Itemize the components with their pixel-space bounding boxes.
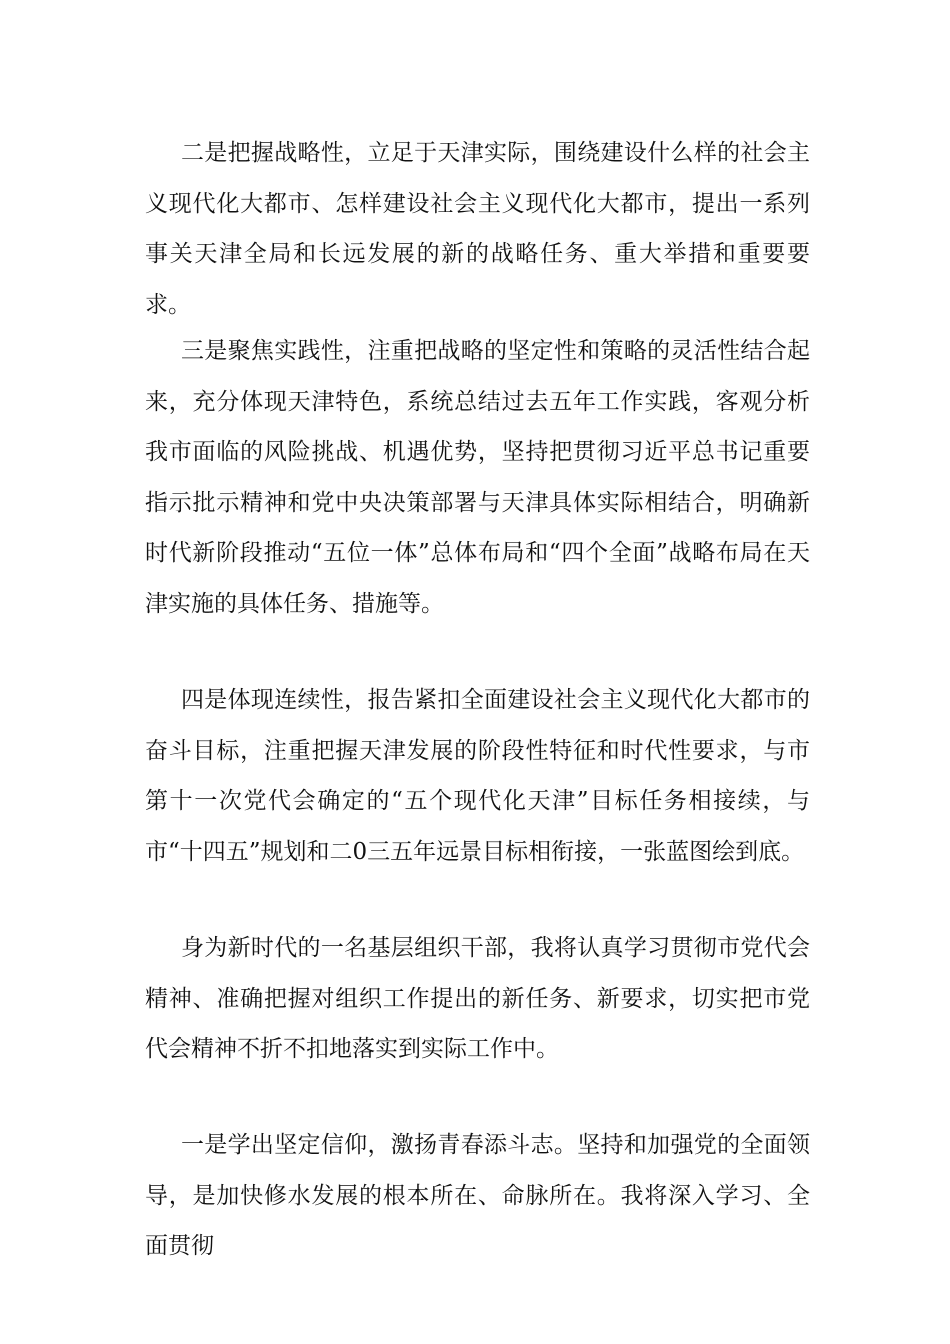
paragraph-practical: 三是聚焦实践性，注重把战略的坚定性和策略的灵活性结合起来，充分体现天津特色，系统总结过去五年工作实践，客观分析我市面临的风险挑战、机遇优势，坚持把贯彻习近平总书记重要指示批示精神和党中央决策部署与天津具体实际相结合，明确新时代新阶段推动“五位一体”总体布局和“四个全面”战略布局在天津实施的具体任务、措施等。 — [145, 338, 810, 617]
paragraph-continuity: 四是体现连续性，报告紧扣全面建设社会主义现代化大都市的奋斗目标，注重把握天津发展的阶段性特征和时代性要求，与市第十一次党代会确定的“五个现代化天津”目标任务相接续，与市“十四五”规划和二0三五年远景目标相衔接，一张蓝图绘到底。 — [145, 687, 810, 865]
paragraph-strategic: 二是把握战略性，立足于天津实际，围绕建设什么样的社会主义现代化大都市、怎样建设社会主义现代化大都市，提出一系列事关天津全局和长远发展的新的战略任务、重大举措和重要要求。 — [145, 140, 810, 318]
paragraph-firm-belief: 一是学出坚定信仰，激扬青春添斗志。坚持和加强党的全面领导，是加快修水发展的根本所在、命脉所在。我将深入学习、全面贯彻 — [145, 1132, 810, 1259]
paragraph-personal-commitment: 身为新时代的一名基层组织干部，我将认真学习贯彻市党代会精神、准确把握对组织工作提出的新任务、新要求，切实把市党代会精神不折不扣地落实到实际工作中。 — [145, 935, 810, 1062]
